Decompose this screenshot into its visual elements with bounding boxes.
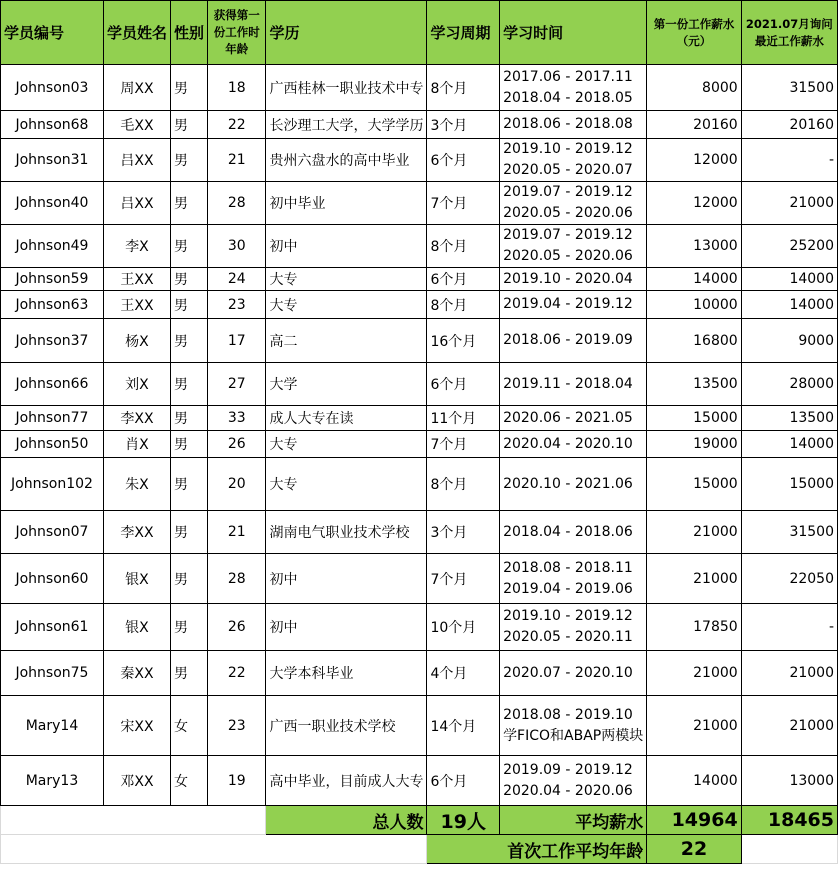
cell-student-name[interactable]: 银X [103,554,170,604]
study-period-line: 2019.04 - 2019.12 [503,296,633,312]
average-first-job-age-label[interactable]: 首次工作平均年龄 [427,835,647,864]
header-study-period[interactable]: 学习时间 [500,1,647,65]
cell-first-salary[interactable]: 15000 [647,458,741,511]
study-period-line: 2020.07 - 2020.10 [503,664,633,681]
cell-gender[interactable]: 男 [170,268,207,291]
cell-recent-salary[interactable]: 21000 [741,696,837,756]
table-row [1,554,838,604]
table-row [1,406,838,431]
cell-first-job-age[interactable]: 22 [207,111,266,139]
total-count-label[interactable]: 总人数 [266,806,427,835]
cell-study-duration[interactable]: 14个月 [427,696,500,756]
cell-first-job-age[interactable]: 24 [207,268,266,291]
cell-student-id[interactable]: Johnson102 [1,458,104,511]
cell-first-job-age[interactable]: 21 [207,511,266,554]
header-study-duration[interactable]: 学习周期 [427,1,500,65]
study-period-line: 2019.07 - 2019.12 [503,227,633,243]
cell-student-id[interactable]: Johnson59 [1,268,104,291]
cell-first-salary[interactable]: 19000 [647,431,741,458]
table-row [1,182,838,225]
cell-first-job-age[interactable]: 18 [207,65,266,111]
cell-study-period[interactable] [500,604,647,651]
cell-student-id[interactable]: Johnson66 [1,363,104,406]
cell-first-job-age[interactable]: 26 [207,604,266,651]
cell-study-duration[interactable]: 6个月 [427,139,500,182]
cell-study-duration[interactable]: 3个月 [427,111,500,139]
cell-student-id[interactable]: Johnson40 [1,182,104,225]
header-row [1,1,838,65]
cell-recent-salary[interactable]: 15000 [741,458,837,511]
cell-education[interactable]: 贵州六盘水的高中毕业 [266,139,427,182]
cell-study-period[interactable] [500,696,647,756]
cell-education[interactable]: 初中 [266,225,427,268]
cell-student-name[interactable]: 杨X [103,319,170,363]
study-period-line: 2018.08 - 2018.11 [503,559,633,576]
cell-study-duration[interactable]: 8个月 [427,225,500,268]
cell-recent-salary[interactable]: 28000 [741,363,837,406]
cell-student-id[interactable]: Johnson61 [1,604,104,651]
cell-education[interactable]: 广西一职业技术学校 [266,696,427,756]
cell-study-duration[interactable]: 6个月 [427,268,500,291]
cell-student-id[interactable]: Johnson03 [1,65,104,111]
cell-student-id[interactable]: Johnson63 [1,291,104,319]
cell-recent-salary[interactable]: - [741,604,837,651]
cell-first-job-age[interactable]: 30 [207,225,266,268]
table-row [1,511,838,554]
cell-gender[interactable]: 男 [170,651,207,696]
cell-student-name[interactable]: 银X [103,604,170,651]
cell-study-duration[interactable]: 11个月 [427,406,500,431]
table-row [1,268,838,291]
cell-education[interactable]: 广西桂林一职业技术中专 [266,65,427,111]
cell-study-duration[interactable]: 10个月 [427,604,500,651]
cell-student-id[interactable]: Johnson49 [1,225,104,268]
cell-gender[interactable]: 男 [170,458,207,511]
table-row [1,139,838,182]
cell-recent-salary[interactable]: 14000 [741,268,837,291]
cell-study-duration[interactable]: 8个月 [427,65,500,111]
cell-education[interactable]: 高二 [266,319,427,363]
cell-study-period[interactable] [500,458,647,511]
cell-gender[interactable]: 男 [170,363,207,406]
study-period-line: 学FICO和ABAP两模块 [503,727,644,744]
table-row [1,696,838,756]
study-period-line: 2020.05 - 2020.11 [503,629,633,645]
cell-first-salary[interactable]: 12000 [647,182,741,225]
summary-row-2 [1,835,838,864]
cell-study-period[interactable] [500,554,647,604]
cell-student-name[interactable]: 肖X [103,431,170,458]
cell-recent-salary[interactable]: 21000 [741,182,837,225]
study-period-line: 2018.06 - 2019.09 [503,332,633,348]
cell-recent-salary[interactable]: 31500 [741,511,837,554]
cell-recent-salary[interactable]: 22050 [741,554,837,604]
cell-recent-salary[interactable]: 14000 [741,431,837,458]
cell-student-name[interactable]: 毛XX [103,111,170,139]
cell-first-job-age[interactable]: 27 [207,363,266,406]
header-student-name[interactable]: 学员姓名 [103,1,170,65]
cell-student-id[interactable]: Johnson07 [1,511,104,554]
average-first-salary-value[interactable]: 14964 [647,806,741,835]
study-period-line: 2020.05 - 2020.06 [503,248,633,264]
cell-study-period[interactable] [500,111,647,139]
cell-student-name[interactable]: 王XX [103,291,170,319]
cell-study-period[interactable] [500,651,647,696]
cell-first-job-age[interactable]: 21 [207,139,266,182]
header-first-job-age[interactable]: 获得第一份工作时年龄 [207,1,266,65]
cell-first-salary[interactable]: 20160 [647,111,741,139]
cell-recent-salary[interactable]: 13000 [741,756,837,806]
cell-first-salary[interactable]: 21000 [647,696,741,756]
table-row [1,363,838,406]
cell-student-id[interactable]: Johnson77 [1,406,104,431]
summary-blank-cell-3 [741,835,837,864]
table-row [1,651,838,696]
cell-first-job-age[interactable]: 23 [207,696,266,756]
cell-first-salary[interactable]: 21000 [647,554,741,604]
cell-gender[interactable]: 男 [170,406,207,431]
cell-gender[interactable]: 女 [170,696,207,756]
cell-first-job-age[interactable]: 17 [207,319,266,363]
cell-student-name[interactable]: 秦XX [103,651,170,696]
cell-first-salary[interactable]: 13000 [647,225,741,268]
cell-study-period[interactable] [500,431,647,458]
cell-student-id[interactable]: Johnson60 [1,554,104,604]
table-row [1,111,838,139]
study-period-line: 2019.04 - 2019.06 [503,580,633,597]
cell-education[interactable]: 初中 [266,554,427,604]
cell-first-job-age[interactable]: 33 [207,406,266,431]
cell-recent-salary[interactable]: 20160 [741,111,837,139]
study-period-line: 2019.10 - 2019.12 [503,141,633,157]
cell-education[interactable]: 大专 [266,268,427,291]
table-row [1,319,838,363]
cell-study-period[interactable] [500,363,647,406]
cell-first-salary[interactable]: 16800 [647,319,741,363]
summary-row-1 [1,806,838,835]
cell-student-id[interactable]: Johnson68 [1,111,104,139]
header-recent-salary[interactable]: 2021.07月询问最近工作薪水 [741,1,837,65]
summary-blank-cell-2 [1,835,427,864]
cell-education[interactable]: 成人大专在读 [266,406,427,431]
cell-gender[interactable]: 男 [170,431,207,458]
cell-gender[interactable]: 男 [170,319,207,363]
cell-gender[interactable]: 男 [170,65,207,111]
header-education[interactable]: 学历 [266,1,427,65]
cell-student-name[interactable]: 周XX [103,65,170,111]
study-period-line: 2019.10 - 2020.04 [503,270,633,287]
study-period-line: 2019.07 - 2019.12 [503,184,633,200]
study-period-line: 2020.06 - 2021.05 [503,409,633,426]
cell-recent-salary[interactable]: 9000 [741,319,837,363]
cell-study-period[interactable] [500,756,647,806]
cell-student-name[interactable]: 宋XX [103,696,170,756]
cell-education[interactable]: 大专 [266,431,427,458]
cell-first-salary[interactable]: 13500 [647,363,741,406]
study-period-line: 2019.11 - 2018.04 [503,375,633,392]
cell-first-salary[interactable]: 15000 [647,406,741,431]
cell-student-name[interactable]: 邓XX [103,756,170,806]
cell-first-job-age[interactable]: 26 [207,431,266,458]
average-first-job-age-value[interactable]: 22 [647,835,741,864]
cell-student-name[interactable]: 王XX [103,268,170,291]
cell-recent-salary[interactable]: - [741,139,837,182]
cell-study-period[interactable] [500,291,647,319]
table-body [1,65,838,806]
study-period-line: 2018.08 - 2019.10 [503,706,633,723]
cell-gender[interactable]: 男 [170,554,207,604]
study-period-line: 2020.04 - 2020.06 [503,782,633,799]
cell-gender[interactable]: 女 [170,756,207,806]
cell-student-id[interactable]: Johnson50 [1,431,104,458]
table-row [1,225,838,268]
cell-education[interactable]: 大专 [266,291,427,319]
cell-first-salary[interactable]: 21000 [647,651,741,696]
cell-first-salary[interactable]: 14000 [647,268,741,291]
cell-study-period[interactable] [500,319,647,363]
cell-education[interactable]: 大学本科毕业 [266,651,427,696]
cell-study-duration[interactable]: 8个月 [427,458,500,511]
average-salary-label[interactable]: 平均薪水 [500,806,647,835]
table-row [1,291,838,319]
table-row [1,604,838,651]
cell-first-salary[interactable]: 14000 [647,756,741,806]
cell-student-name[interactable]: 吕XX [103,182,170,225]
cell-first-salary[interactable]: 10000 [647,291,741,319]
study-period-line: 2020.05 - 2020.07 [503,162,633,178]
cell-study-period[interactable] [500,225,647,268]
cell-first-job-age[interactable]: 20 [207,458,266,511]
header-student-id[interactable]: 学员编号 [1,1,104,65]
cell-recent-salary[interactable]: 31500 [741,65,837,111]
study-period-line: 2017.06 - 2017.11 [503,68,633,85]
cell-study-duration[interactable]: 3个月 [427,511,500,554]
cell-study-period[interactable] [500,406,647,431]
header-first-salary[interactable]: 第一份工作薪水（元） [647,1,741,65]
cell-study-period[interactable] [500,139,647,182]
cell-first-job-age[interactable]: 19 [207,756,266,806]
cell-education[interactable]: 长沙理工大学，大学学历 [266,111,427,139]
table-row [1,65,838,111]
cell-study-period[interactable] [500,268,647,291]
cell-first-salary[interactable]: 12000 [647,139,741,182]
cell-education[interactable]: 大学 [266,363,427,406]
study-period-line: 2018.04 - 2018.06 [503,523,633,540]
cell-education[interactable]: 初中毕业 [266,182,427,225]
cell-recent-salary[interactable]: 13500 [741,406,837,431]
cell-education[interactable]: 初中 [266,604,427,651]
cell-study-period[interactable] [500,182,647,225]
summary-blank-cell [1,806,266,835]
cell-gender[interactable]: 男 [170,604,207,651]
cell-first-salary[interactable]: 21000 [647,511,741,554]
header-gender[interactable]: 性别 [170,1,207,65]
cell-recent-salary[interactable]: 21000 [741,651,837,696]
study-period-line: 2020.05 - 2020.06 [503,205,633,221]
cell-student-name[interactable]: 李XX [103,406,170,431]
cell-gender[interactable]: 男 [170,511,207,554]
cell-study-duration[interactable]: 7个月 [427,554,500,604]
cell-student-name[interactable]: 李XX [103,511,170,554]
cell-student-id[interactable]: Johnson37 [1,319,104,363]
table-row [1,756,838,806]
table-row [1,458,838,511]
cell-student-name[interactable]: 吕XX [103,139,170,182]
cell-student-id[interactable]: Johnson31 [1,139,104,182]
cell-student-id[interactable]: Mary13 [1,756,104,806]
cell-first-job-age[interactable]: 28 [207,182,266,225]
study-period-line: 2018.06 - 2018.08 [503,116,633,132]
cell-gender[interactable]: 男 [170,291,207,319]
cell-education[interactable]: 湖南电气职业技术学校 [266,511,427,554]
cell-study-duration[interactable]: 7个月 [427,431,500,458]
cell-gender[interactable]: 男 [170,182,207,225]
cell-recent-salary[interactable]: 14000 [741,291,837,319]
study-period-line: 2020.04 - 2020.10 [503,435,633,452]
cell-first-salary[interactable]: 17850 [647,604,741,651]
cell-student-name[interactable]: 刘X [103,363,170,406]
cell-gender[interactable]: 男 [170,111,207,139]
cell-first-salary[interactable]: 8000 [647,65,741,111]
cell-study-duration[interactable]: 6个月 [427,363,500,406]
cell-first-job-age[interactable]: 22 [207,651,266,696]
study-period-line: 2019.09 - 2019.12 [503,761,633,778]
cell-study-duration[interactable]: 16个月 [427,319,500,363]
cell-student-id[interactable]: Mary14 [1,696,104,756]
study-period-line: 2019.10 - 2019.12 [503,608,633,624]
cell-study-duration[interactable]: 4个月 [427,651,500,696]
study-period-line: 2018.04 - 2018.05 [503,89,633,106]
cell-student-name[interactable]: 朱X [103,458,170,511]
cell-study-duration[interactable]: 7个月 [427,182,500,225]
table-row [1,431,838,458]
cell-student-id[interactable]: Johnson75 [1,651,104,696]
cell-gender[interactable]: 男 [170,225,207,268]
study-period-line: 2020.10 - 2021.06 [503,475,633,492]
cell-study-period[interactable] [500,511,647,554]
cell-education[interactable]: 大专 [266,458,427,511]
cell-gender[interactable]: 男 [170,139,207,182]
cell-study-period[interactable] [500,65,647,111]
cell-student-name[interactable]: 李X [103,225,170,268]
cell-recent-salary[interactable]: 25200 [741,225,837,268]
cell-study-duration[interactable]: 6个月 [427,756,500,806]
cell-first-job-age[interactable]: 28 [207,554,266,604]
total-count-value[interactable]: 19人 [427,806,500,835]
average-recent-salary-value[interactable]: 18465 [741,806,837,835]
cell-study-duration[interactable]: 8个月 [427,291,500,319]
cell-education[interactable]: 高中毕业，目前成人大专 [266,756,427,806]
cell-first-job-age[interactable]: 23 [207,291,266,319]
